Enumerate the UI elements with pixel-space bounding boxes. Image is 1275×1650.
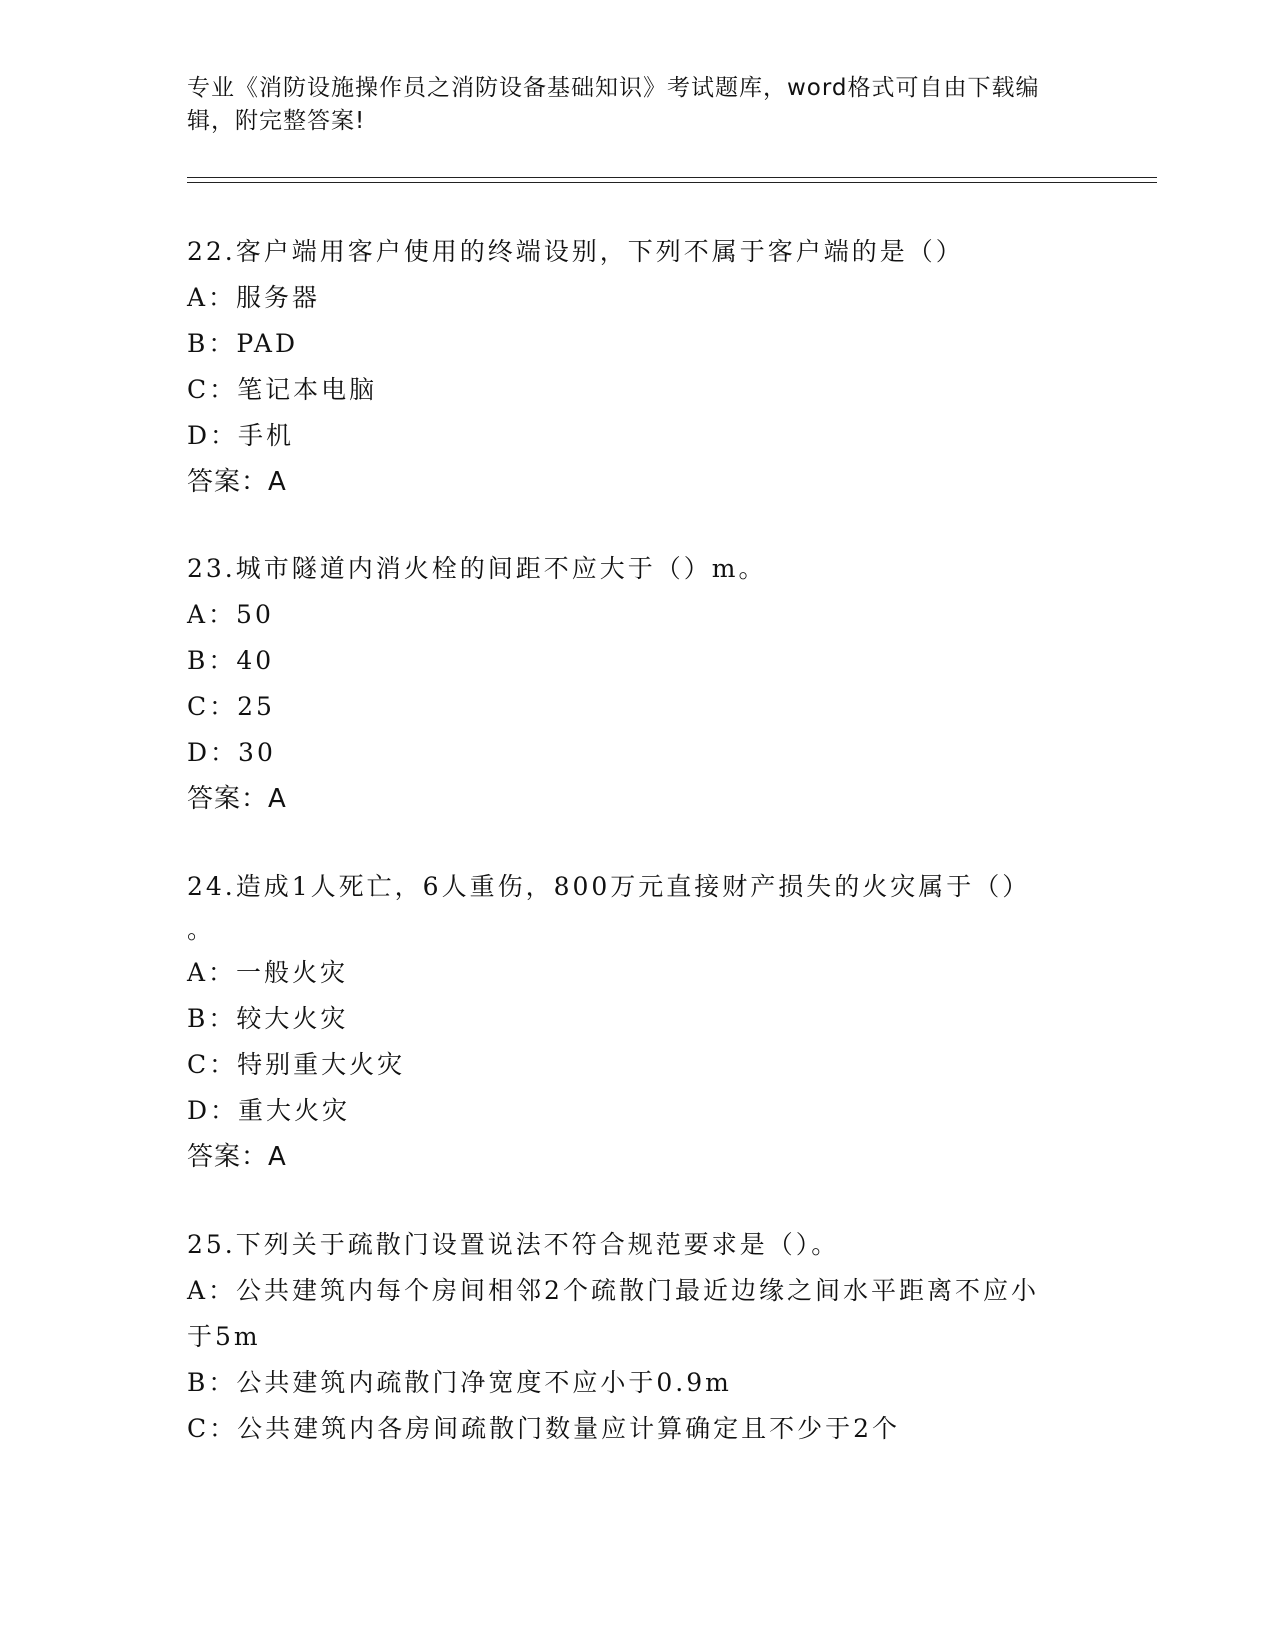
answer: 答案：A <box>187 467 287 497</box>
header-line-1: 专业《消防设施操作员之消防设备基础知识》考试题库，word格式可自由下载编 <box>187 75 1040 101</box>
answer: 答案：A <box>187 784 287 814</box>
option-a-line-2: 于5m <box>187 1322 261 1351</box>
header-divider-top <box>187 177 1157 178</box>
option-a-line-1: A：公共建筑内每个房间相邻2个疏散门最近边缘之间水平距离不应小 <box>187 1276 1039 1305</box>
question-23 <box>187 546 1087 822</box>
question-stem: 24.造成1人死亡，6人重伤，800万元直接财产损失的火灾属于（） <box>187 872 1031 901</box>
header-line-2: 辑，附完整答案! <box>187 108 366 134</box>
question-24 <box>187 864 1087 1180</box>
option-a: A：一般火灾 <box>187 958 349 987</box>
option-c: C：25 <box>187 692 275 721</box>
option-c: C：笔记本电脑 <box>187 375 378 404</box>
option-c: C：特别重大火灾 <box>187 1050 406 1079</box>
question-22 <box>187 229 1087 505</box>
option-b: B：PAD <box>187 329 298 358</box>
question-stem: 22.客户端用客户使用的终端设别，下列不属于客户端的是（） <box>187 237 964 266</box>
option-a: A：服务器 <box>187 283 321 312</box>
question-stem-continuation: 。 <box>187 915 216 944</box>
answer: 答案：A <box>187 1142 287 1172</box>
document-header <box>187 72 1087 138</box>
option-c: C：公共建筑内各房间疏散门数量应计算确定且不少于2个 <box>187 1414 901 1443</box>
option-d: D：重大火灾 <box>187 1096 351 1125</box>
option-b: B：较大火灾 <box>187 1004 349 1033</box>
option-b: B：公共建筑内疏散门净宽度不应小于0.9m <box>187 1368 732 1397</box>
option-b: B：40 <box>187 646 275 675</box>
header-divider-bottom <box>187 182 1157 183</box>
question-stem: 23.城市隧道内消火栓的间距不应大于（）m。 <box>187 554 767 583</box>
option-d: D：30 <box>187 738 276 767</box>
question-25 <box>187 1222 1087 1452</box>
question-stem: 25.下列关于疏散门设置说法不符合规范要求是（）。 <box>187 1230 840 1259</box>
option-d: D：手机 <box>187 421 295 450</box>
option-a: A：50 <box>187 600 274 629</box>
